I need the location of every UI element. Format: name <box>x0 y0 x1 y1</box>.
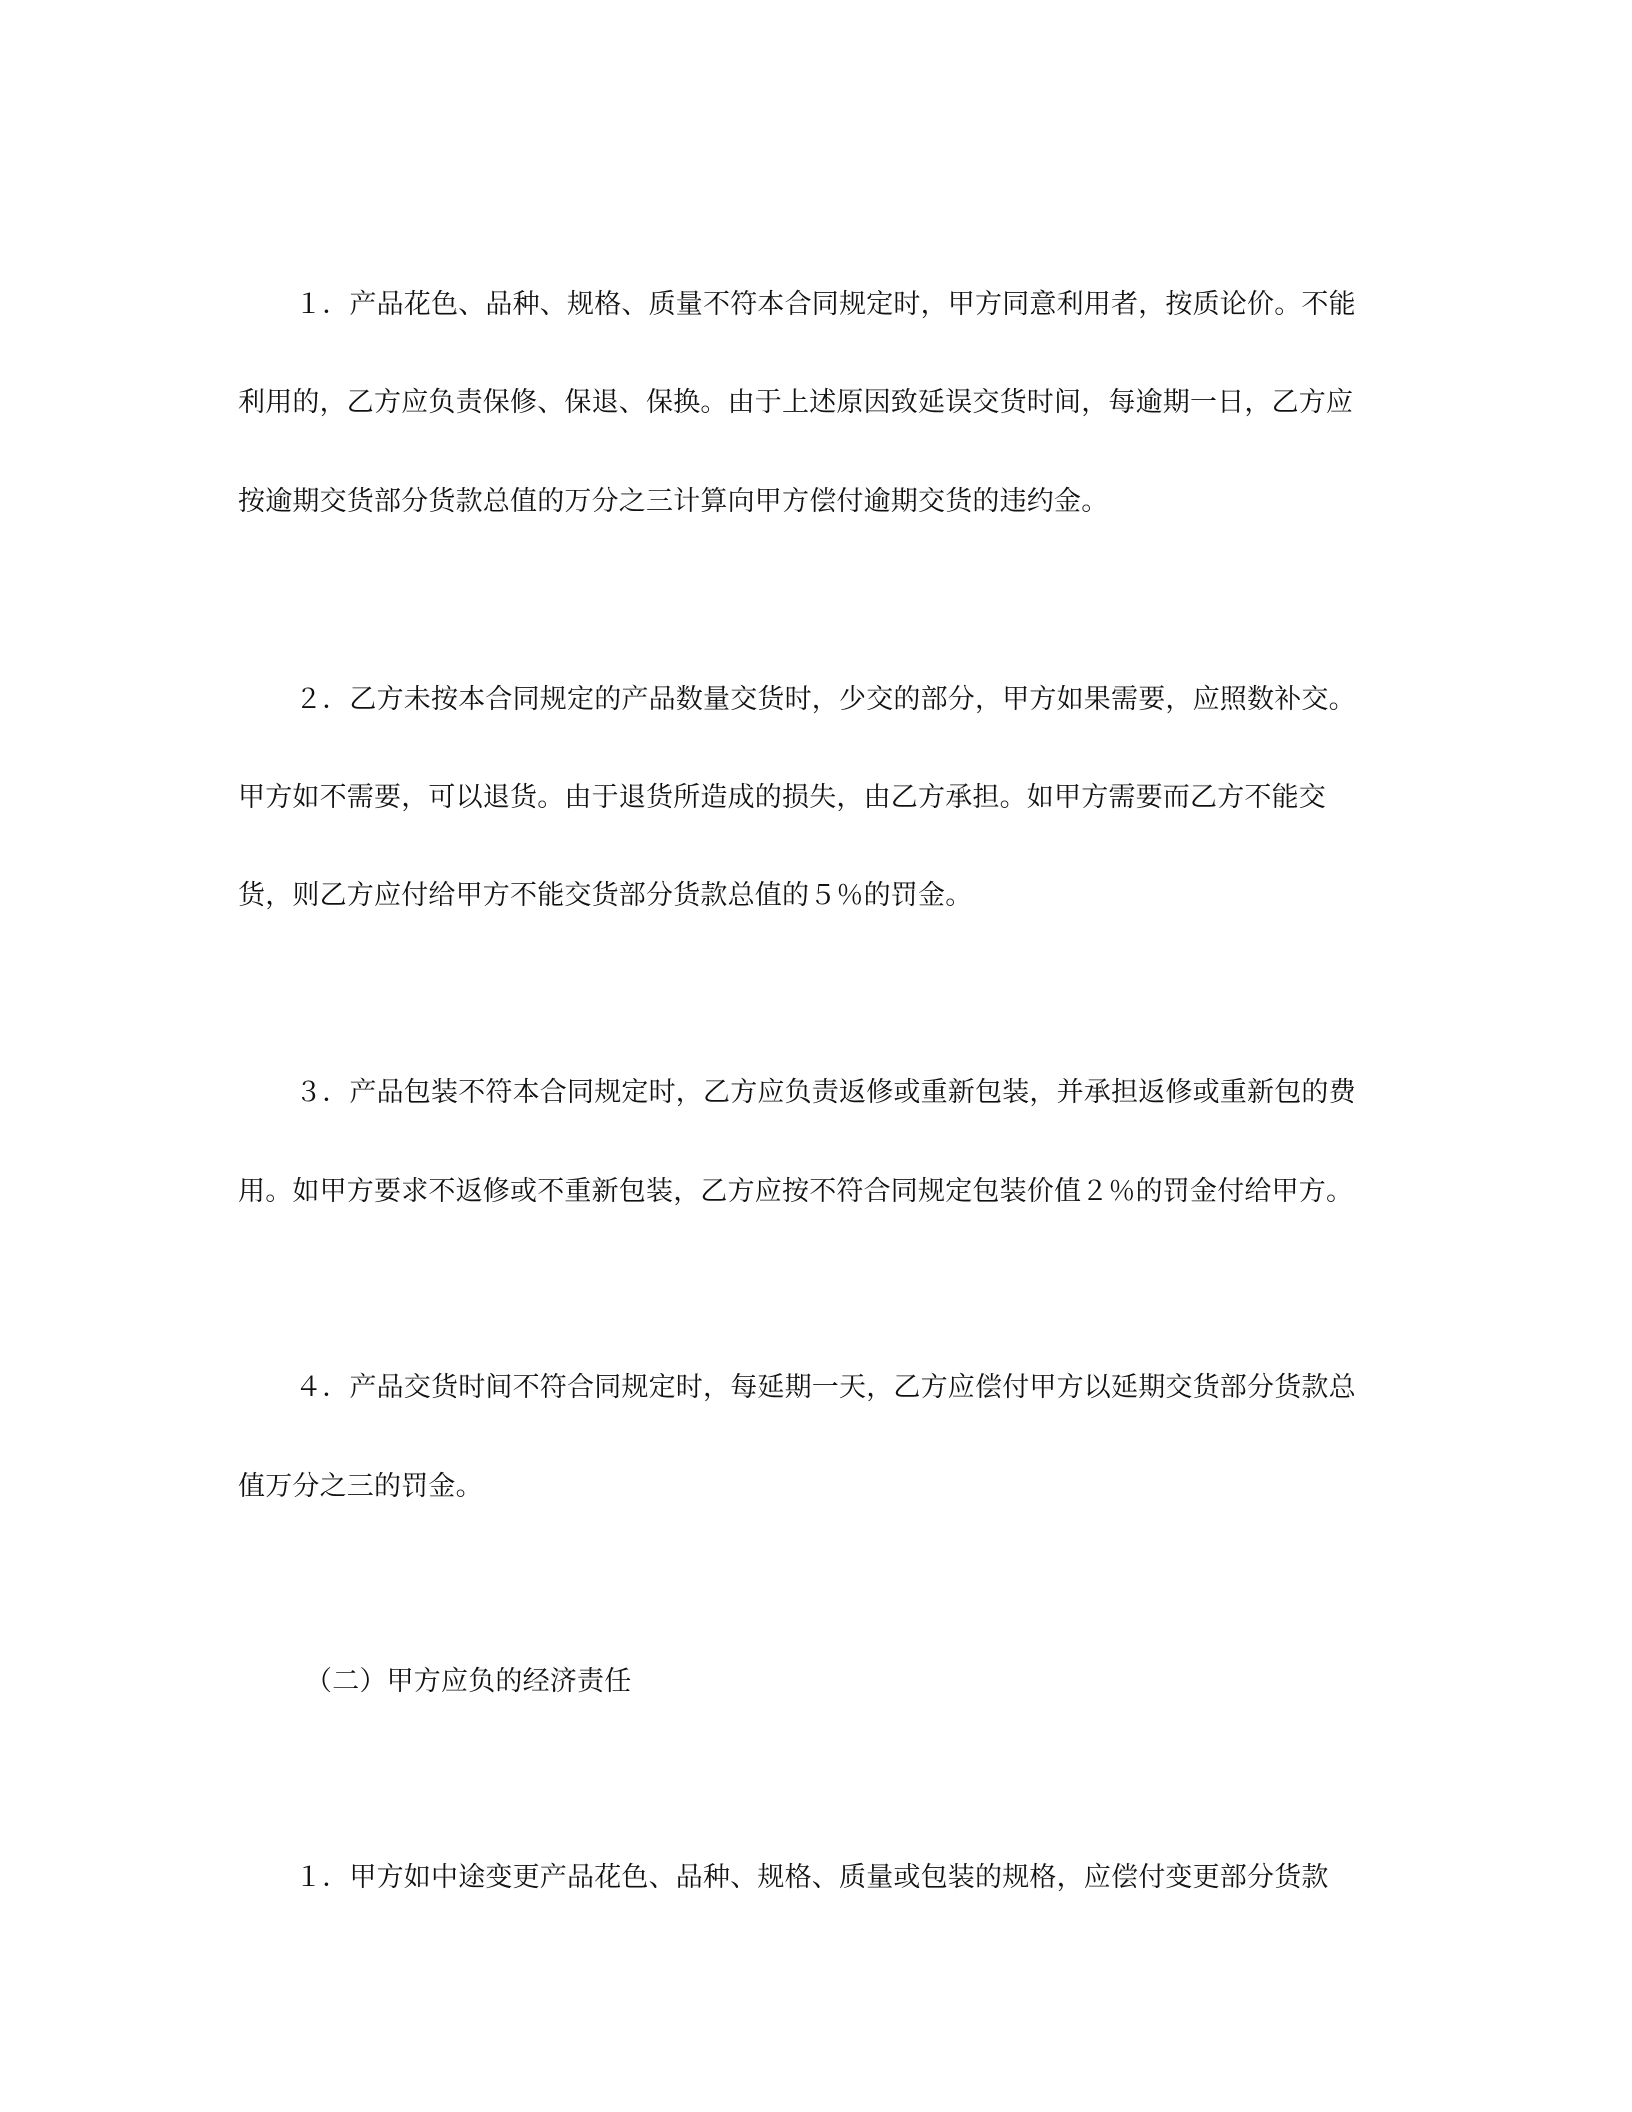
clause-4-line-1: ４．产品交货时间不符合同规定时，每延期一天，乙方应偿付甲方以延期交货部分货款总 <box>295 1372 1356 1403</box>
clause-3-line-1: ３．产品包装不符本合同规定时，乙方应负责返修或重新包装，并承担返修或重新包的费 <box>295 1077 1356 1108</box>
party-a-clause-1-line-1: １．甲方如中途变更产品花色、品种、规格、质量或包装的规格，应偿付变更部分货款 <box>295 1862 1329 1893</box>
clause-4-line-2: 值万分之三的罚金。 <box>238 1471 483 1502</box>
clause-1-line-3: 按逾期交货部分货款总值的万分之三计算向甲方偿付逾期交货的违约金。 <box>238 486 1109 517</box>
clause-2-line-2: 甲方如不需要，可以退货。由于退货所造成的损失，由乙方承担。如甲方需要而乙方不能交 <box>238 782 1326 813</box>
clause-3-line-2: 用。如甲方要求不返修或不重新包装，乙方应按不符合同规定包装价值２％的罚金付给甲方。 <box>238 1176 1354 1207</box>
clause-1-line-1: １．产品花色、品种、规格、质量不符本合同规定时，甲方同意利用者，按质论价。不能 <box>295 289 1356 320</box>
clause-1-line-2: 利用的，乙方应负责保修、保退、保换。由于上述原因致延误交货时间，每逾期一日，乙方应 <box>238 387 1354 418</box>
clause-2-line-3: 货，则乙方应付给甲方不能交货部分货款总值的５％的罚金。 <box>238 880 973 911</box>
clause-2-line-1: ２．乙方未按本合同规定的产品数量交货时，少交的部分，甲方如果需要，应照数补交。 <box>295 684 1356 715</box>
section-heading: （二）甲方应负的经济责任 <box>305 1666 632 1697</box>
